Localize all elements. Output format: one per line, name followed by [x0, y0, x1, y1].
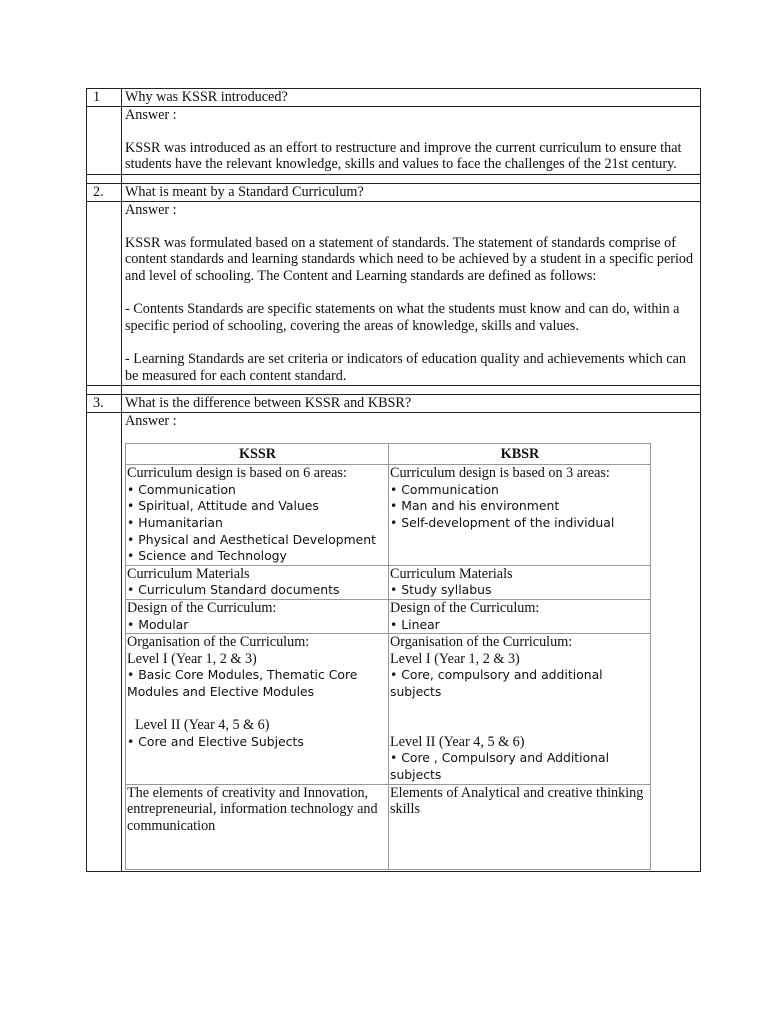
question-text: Why was KSSR introduced?	[122, 89, 701, 107]
bullet-item: • Self-development of the individual	[390, 515, 615, 531]
kssr-cell	[126, 465, 389, 566]
question-row-3	[87, 395, 701, 413]
qa-table	[86, 88, 701, 872]
kbsr-cell	[389, 600, 651, 634]
bullet-item: • Communication	[127, 481, 236, 497]
cell-text: communication	[127, 817, 216, 834]
kssr-header: KSSR	[126, 444, 389, 465]
cell-text: entrepreneurial, information technology and	[127, 801, 378, 818]
bullet-item: • Core , Compulsory and Additional subjects	[390, 750, 610, 782]
bullet-item: • Modular	[127, 616, 189, 632]
bullet-item: • Communication	[390, 481, 499, 497]
cell-heading: Organisation of the Curriculum:	[127, 634, 310, 651]
question-number: 1	[87, 89, 122, 107]
bullet-item: • Humanitarian	[127, 515, 223, 531]
kbsr-cell	[389, 565, 651, 599]
question-number: 2.	[87, 183, 122, 201]
cell-heading: Curriculum design is based on 3 areas:	[390, 465, 610, 482]
bullet-item: • Linear	[390, 616, 440, 632]
answer-label: Answer :	[125, 412, 177, 429]
bullet-item: • Study syllabus	[390, 582, 492, 598]
answer-paragraph: - Learning Standards are set criteria or indicators of education quality and achievements which can be measured for each content standard.	[125, 350, 686, 384]
level-label: Level II (Year 4, 5 & 6)	[390, 733, 525, 750]
comparison-header-row	[126, 444, 651, 465]
question-text: What is the difference between KSSR and KBSR?	[122, 395, 701, 413]
comparison-row-organisation	[126, 634, 651, 784]
bullet-item: • Spiritual, Attitude and Values	[127, 498, 319, 514]
answer-paragraph: KSSR was formulated based on a statement of standards. The statement of standards comprise of content standards and learning standards which need to be achieved by a student in a specific period and level of schooling. The Content and Learning standards are defined as follows:	[125, 234, 694, 284]
cell-heading: Curriculum Materials	[127, 565, 250, 582]
comparison-row-elements	[126, 784, 651, 869]
spacer-row	[87, 174, 701, 183]
bullet-item: • Physical and Aesthetical Development	[127, 531, 377, 547]
question-row-2	[87, 183, 701, 201]
answer-row-3	[87, 412, 701, 871]
kbsr-cell	[389, 784, 651, 869]
kssr-cell	[126, 784, 389, 869]
kbsr-cell	[389, 465, 651, 566]
bullet-item: • Basic Core Modules, Thematic Core Modules and Elective Modules	[127, 667, 358, 699]
kbsr-header: KBSR	[389, 444, 651, 465]
cell-heading: Organisation of the Curriculum:	[390, 634, 573, 651]
kssr-cell	[126, 634, 389, 784]
answer-label: Answer :	[125, 106, 177, 123]
spacer-row	[87, 386, 701, 395]
bullet-item: • Man and his environment	[390, 498, 560, 514]
cell-heading: Design of the Curriculum:	[390, 600, 540, 617]
cell-heading: Curriculum design is based on 6 areas:	[127, 465, 347, 482]
bullet-item: • Core, compulsory and additional subjects	[390, 667, 603, 699]
kssr-cell	[126, 565, 389, 599]
answer-paragraph: - Contents Standards are specific statements on what the students must know and can do, within a specific period of schooling, covering the areas of knowledge, skills and values.	[125, 301, 680, 334]
answer-cell	[122, 201, 701, 386]
cell-text: skills	[390, 801, 420, 818]
comparison-row-design-areas	[126, 465, 651, 566]
bullet-item: • Science and Technology	[127, 548, 287, 564]
bullet-item: • Curriculum Standard documents	[127, 582, 340, 598]
question-number: 3.	[87, 395, 122, 413]
question-row-1	[87, 89, 701, 107]
answer-paragraph: KSSR was introduced as an effort to restructure and improve the current curriculum to ensure that students have the relevant knowledge, skills and values to face the challenges of the 21st century.	[125, 139, 682, 173]
comparison-row-design	[126, 600, 651, 634]
cell-text: The elements of creativity and Innovation,	[127, 784, 369, 801]
bullet-item: • Core and Elective Subjects	[127, 733, 304, 749]
comparison-row-materials	[126, 565, 651, 599]
answer-cell	[122, 106, 701, 174]
level-label: Level I (Year 1, 2 & 3)	[390, 650, 520, 667]
question-text: What is meant by a Standard Curriculum?	[122, 183, 701, 201]
answer-label: Answer :	[125, 201, 177, 218]
kbsr-cell	[389, 634, 651, 784]
cell-heading: Curriculum Materials	[390, 565, 513, 582]
cell-heading: Design of the Curriculum:	[127, 600, 277, 617]
answer-row-2	[87, 201, 701, 386]
comparison-table	[125, 443, 651, 869]
level-label: Level II (Year 4, 5 & 6)	[135, 717, 270, 734]
level-label: Level I (Year 1, 2 & 3)	[127, 650, 257, 667]
answer-row-1	[87, 106, 701, 174]
answer-cell	[122, 412, 701, 871]
cell-text: Elements of Analytical and creative thinking	[390, 784, 644, 801]
kssr-cell	[126, 600, 389, 634]
